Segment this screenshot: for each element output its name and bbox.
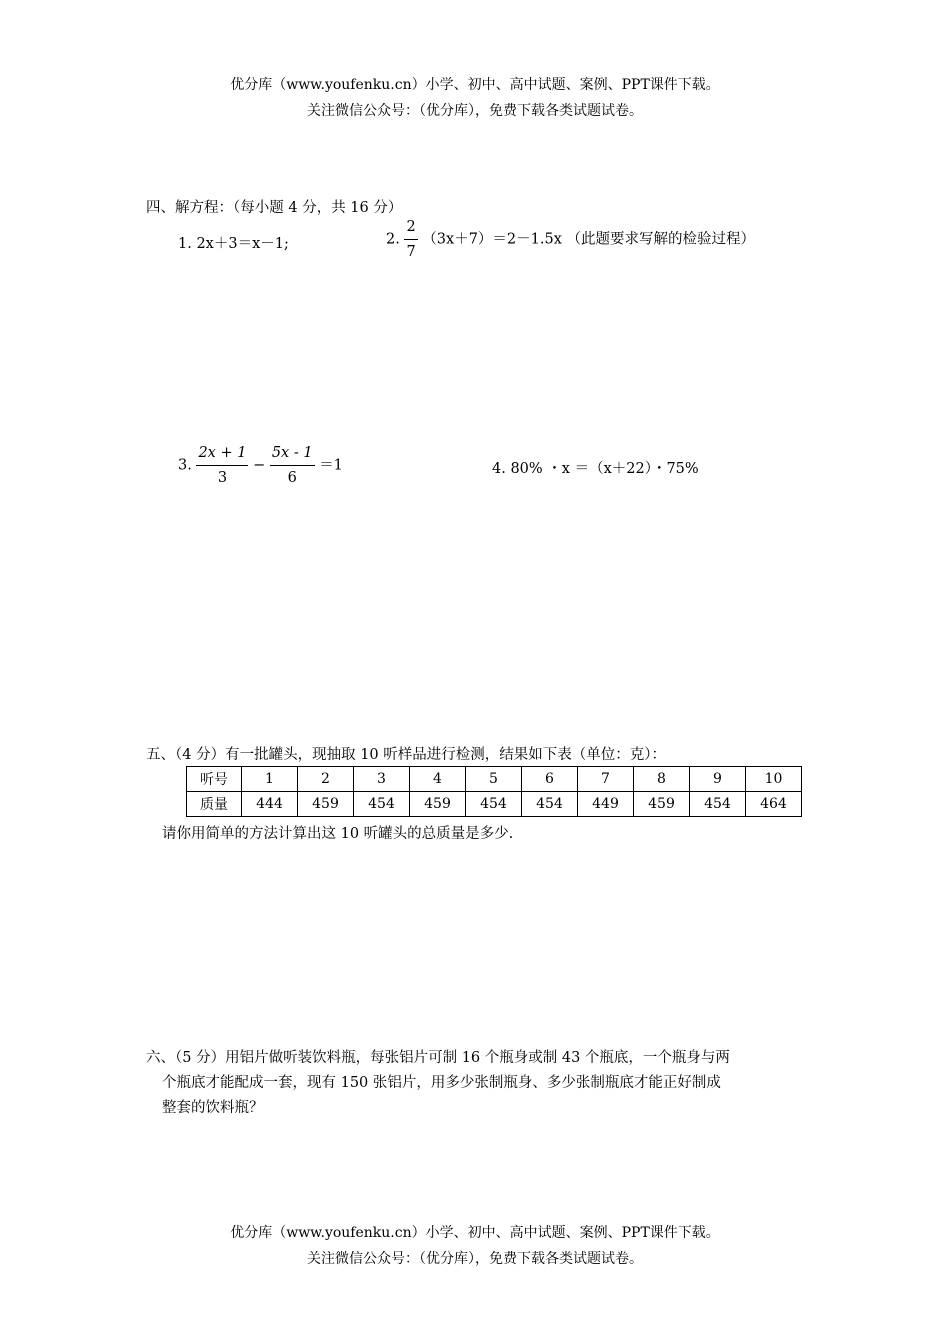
- table-cell: 459: [298, 792, 354, 817]
- equation-1: 1. 2x＋3＝x－1;: [178, 236, 289, 252]
- footer-line-2: 关注微信公众号：（优分库），免费下载各类试题试卷。: [307, 1251, 643, 1267]
- header-line-2: 关注微信公众号：（优分库），免费下载各类试题试卷。: [307, 103, 643, 119]
- table-cell: 8: [634, 767, 690, 792]
- table-cell: 454: [522, 792, 578, 817]
- equation-3-frac2-den: 6: [287, 469, 297, 486]
- table-cell: 3: [354, 767, 410, 792]
- section5-title: 五、（4 分）有一批罐头，现抽取 10 听样品进行检测，结果如下表（单位：克）：: [146, 747, 667, 763]
- table-cell: 1: [242, 767, 298, 792]
- table-cell: 459: [634, 792, 690, 817]
- table-cell: 9: [690, 767, 746, 792]
- equation-3-rest: ＝1: [319, 457, 343, 474]
- table-cell: 464: [746, 792, 802, 817]
- equation-4: 4. 80% ・x ＝（x＋22）・75%: [492, 461, 699, 477]
- equation-2-frac-den: 7: [406, 243, 416, 260]
- equation-3-fraction-1: [196, 446, 248, 485]
- table-cell: 459: [410, 792, 466, 817]
- section5-question: 请你用简单的方法计算出这 10 听罐头的总质量是多少.: [162, 826, 514, 842]
- table-row-label: 听号: [187, 767, 242, 792]
- table-row-can-number: [187, 767, 802, 792]
- section6-line-2: 个瓶底才能配成一套，现有 150 张铝片，用多少张制瓶身、多少张制瓶底才能正好制成: [162, 1075, 721, 1091]
- table-cell: 5: [466, 767, 522, 792]
- section4-title: 四、解方程：（每小题 4 分，共 16 分）: [146, 200, 403, 216]
- equation-2-rest: （3x＋7）＝2－1.5x （此题要求写解的检验过程）: [422, 231, 755, 248]
- equation-3-frac1-den: 3: [217, 469, 228, 486]
- table-cell: 4: [410, 767, 466, 792]
- equation-3-frac2-num: 5x - 1: [270, 446, 315, 466]
- table-cell: 7: [578, 767, 634, 792]
- header-line-1: 优分库（www.youfenku.cn）小学、初中、高中试题、案例、PPT课件下载。: [230, 77, 720, 93]
- equation-2-prefix: 2.: [386, 231, 400, 248]
- table-cell: 449: [578, 792, 634, 817]
- equation-2-frac-num: 2: [404, 220, 417, 240]
- equation-3-fraction-2: [270, 446, 315, 485]
- footer-line-1: 优分库（www.youfenku.cn）小学、初中、高中试题、案例、PPT课件下载。: [230, 1225, 720, 1241]
- table-row-mass: [187, 792, 802, 817]
- equation-3: [178, 446, 343, 485]
- table-cell: 454: [354, 792, 410, 817]
- equation-2-fraction: [404, 220, 417, 259]
- sample-mass-table: [186, 766, 802, 817]
- table-cell: 6: [522, 767, 578, 792]
- table-cell: 454: [466, 792, 522, 817]
- equation-2: [386, 220, 755, 259]
- table-cell: 454: [690, 792, 746, 817]
- table-row-label: 质量: [187, 792, 242, 817]
- section6-line-1: 六、（5 分）用铝片做听装饮料瓶，每张铝片可制 16 个瓶身或制 43 个瓶底，一个瓶身与两: [146, 1050, 730, 1066]
- table-cell: 444: [242, 792, 298, 817]
- table-cell: 10: [746, 767, 802, 792]
- table-cell: 2: [298, 767, 354, 792]
- section6-line-3: 整套的饮料瓶？: [162, 1100, 264, 1116]
- equation-3-prefix: 3.: [178, 457, 192, 474]
- equation-3-frac1-num: 2x + 1: [196, 446, 248, 466]
- equation-3-minus: −: [253, 457, 266, 474]
